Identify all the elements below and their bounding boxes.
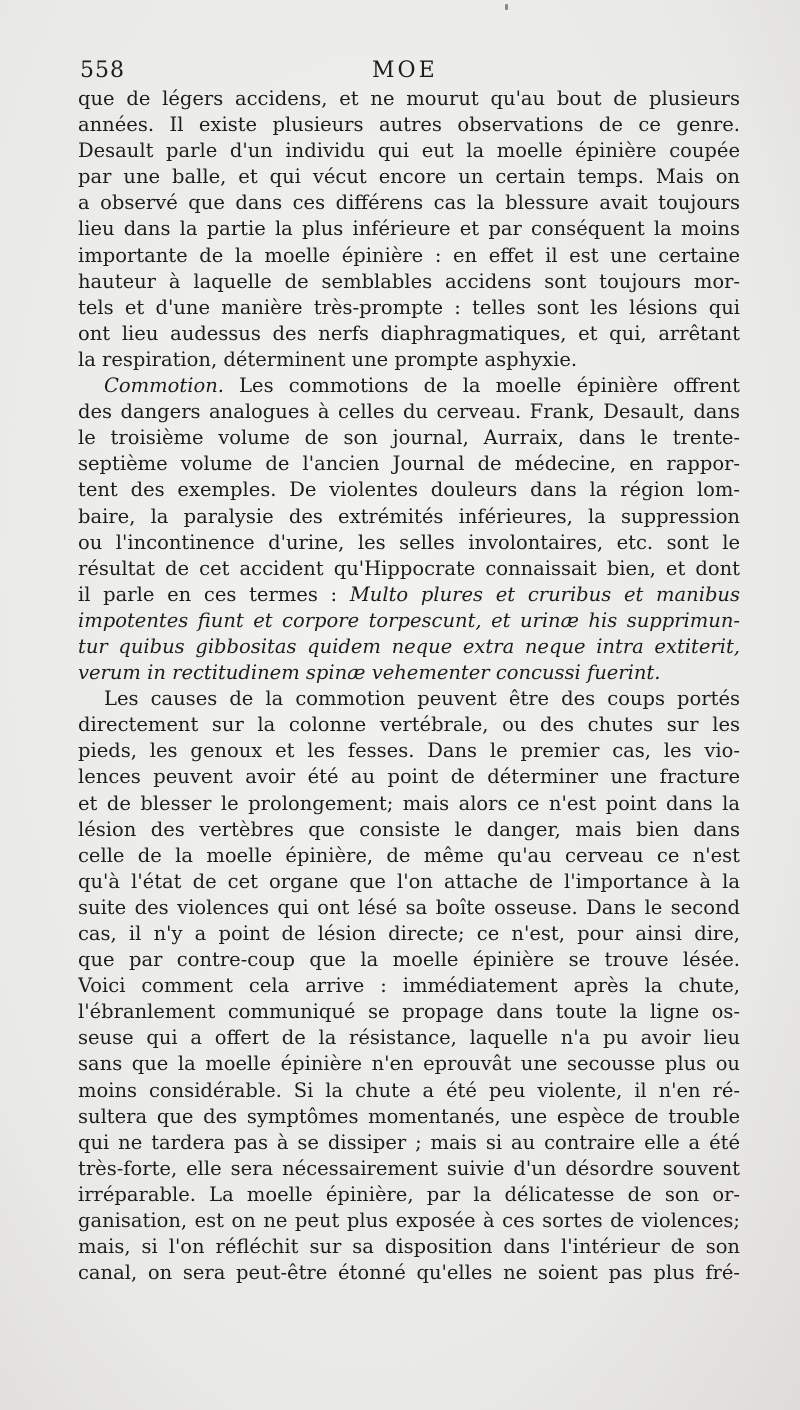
text-line: sans que la moelle épinière n'en eprouvât une secousse plus ou: [78, 1052, 740, 1076]
text-line: tent des exemples. De violentes douleurs dans la région lom-: [78, 478, 740, 502]
latin-quote-line: tur quibus gibbositas quidem neque extra neque intra extiterit,: [78, 634, 740, 658]
text-line: que de légers accidens, et ne mourut qu'au bout de plusieurs: [78, 87, 740, 110]
text-line: qui ne tardera pas à se dissiper ; mais si au contraire elle a été: [78, 1130, 740, 1154]
text-line: tels et d'une manière très-prompte : telles sont les lésions qui: [78, 295, 740, 319]
text-line: suite des violences qui ont lésé sa boîte osseuse. Dans le second: [78, 895, 740, 919]
text-line: importante de la moelle épinière : en effet il est une certaine: [78, 243, 740, 267]
text-line: irréparable. La moelle épinière, par la délicatesse de son or-: [78, 1182, 740, 1206]
text-line: hauteur à laquelle de semblables accidens sont toujours mor-: [78, 269, 740, 293]
running-head: [80, 58, 745, 88]
text-line: qu'à l'état de cet organe que l'on attache de l'importance à la: [78, 869, 740, 893]
text-line: seuse qui a offert de la résistance, laquelle n'a pu avoir lieu: [78, 1026, 740, 1050]
text-line: sultera que des symptômes momentanés, une espèce de trouble: [78, 1104, 740, 1128]
commotion-paragraph-first-line: [78, 373, 740, 399]
page-header-title: MOE: [372, 58, 438, 83]
text-line-segment: Les commotions de la moelle épinière offrent: [239, 374, 740, 398]
text-line: très-forte, elle sera nécessairement suivie d'un désordre souvent: [78, 1156, 740, 1180]
text-line: Voici comment cela arrive : immédiatement après la chute,: [78, 974, 740, 998]
text-line: directement sur la colonne vertébrale, ou des chutes sur les: [78, 713, 740, 737]
latin-quote-start: Multo plures et cruribus et manibus: [349, 582, 740, 606]
latin-quote-intro-line: [78, 582, 740, 608]
latin-quote-line: impotentes fiunt et corpore torpescunt, et urinæ his supprimun-: [78, 608, 740, 632]
latin-quote-line: verum in rectitudinem spinæ vehementer concussi fuerint.: [78, 661, 661, 685]
text-line: canal, on sera peut-être étonné qu'elles ne soient pas plus fré-: [78, 1261, 740, 1285]
text-line-segment: il parle en ces termes :: [78, 582, 338, 606]
body-text: [78, 86, 740, 1286]
text-line: la respiration, déterminent une prompte asphyxie.: [78, 347, 578, 371]
text-line: Les causes de la commotion peuvent être des coups portés: [104, 687, 740, 711]
text-line: lences peuvent avoir été au point de déterminer une fracture: [78, 765, 740, 789]
text-line: pieds, les genoux et les fesses. Dans le premier cas, les vio-: [78, 739, 740, 763]
text-line: cas, il n'y a point de lésion directe; ce n'est, pour ainsi dire,: [78, 922, 740, 945]
text-line: résultat de cet accident qu'Hippocrate connaissait bien, et dont: [78, 556, 740, 580]
text-line: lésion des vertèbres que consiste le danger, mais bien dans: [78, 817, 740, 841]
text-line: ont lieu audessus des nerfs diaphragmatiques, et qui, arrêtant: [78, 321, 740, 345]
text-line: des dangers analogues à celles du cerveau. Frank, Desault, dans: [78, 400, 740, 424]
text-line: moins considérable. Si la chute a été peu violente, il n'en ré-: [78, 1078, 740, 1102]
text-line: ganisation, est on ne peut plus exposée à ces sortes de violences;: [78, 1209, 740, 1233]
text-line: celle de la moelle épinière, de même qu'au cerveau ce n'est: [78, 843, 740, 867]
page-number: 558: [80, 58, 125, 83]
text-line: a observé que dans ces différens cas la blessure avait toujours: [78, 191, 740, 215]
text-line: baire, la paralysie des extrémités inférieures, la suppression: [78, 504, 740, 528]
text-line: années. Il existe plusieurs autres observations de ce genre.: [78, 113, 740, 137]
text-line: ou l'incontinence d'urine, les selles involontaires, etc. sont le: [78, 530, 740, 554]
text-line: le troisième volume de son journal, Aurraix, dans le trente-: [78, 426, 740, 450]
paper-speck: [505, 4, 508, 10]
text-line: l'ébranlement communiqué se propage dans toute la ligne os-: [78, 1000, 740, 1024]
text-line: septième volume de l'ancien Journal de médecine, en rappor-: [78, 452, 740, 476]
text-line: mais, si l'on réfléchit sur sa disposition dans l'intérieur de son: [78, 1235, 740, 1259]
text-line: lieu dans la partie la plus inférieure et par conséquent la moins: [78, 217, 740, 241]
text-line: Desault parle d'un individu qui eut la moelle épinière coupée: [78, 139, 740, 163]
section-heading-commotion: Commotion.: [104, 374, 224, 398]
text-line: et de blesser le prolongement; mais alors ce n'est point dans la: [78, 791, 740, 815]
text-line: par une balle, et qui vécut encore un certain temps. Mais on: [78, 165, 740, 189]
text-line: que par contre-coup que la moelle épinière se trouve lésée.: [78, 948, 740, 972]
